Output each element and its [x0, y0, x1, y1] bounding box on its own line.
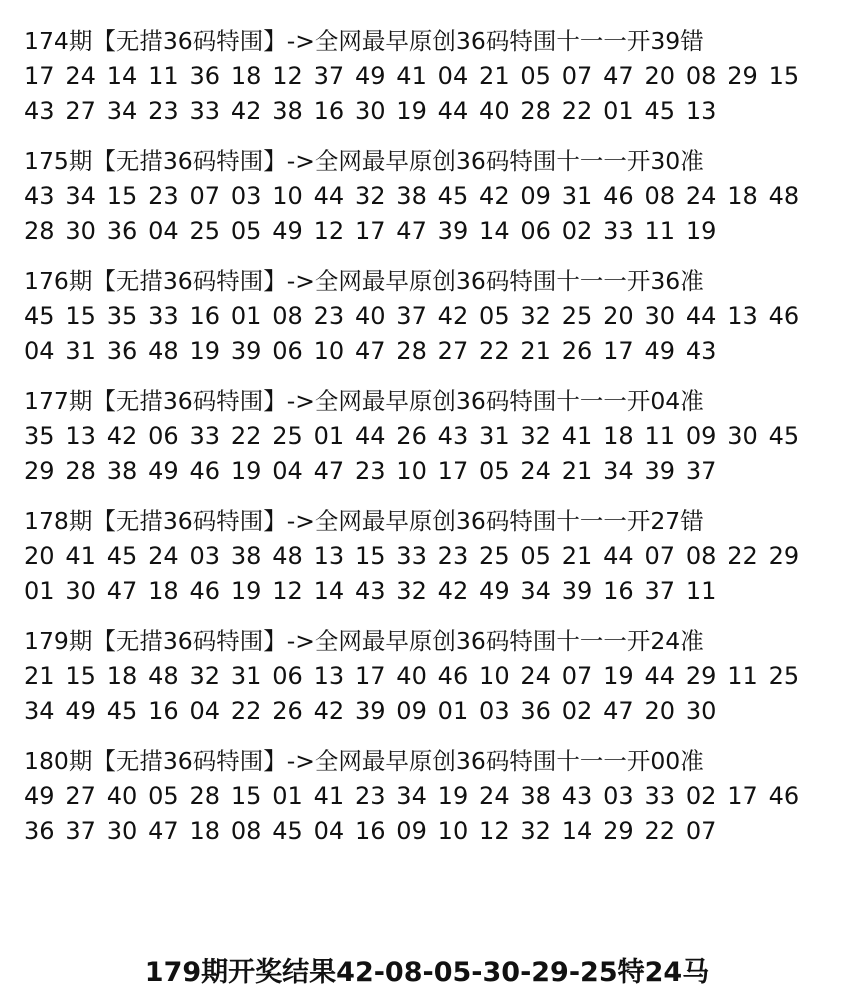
- number-row: 34 49 45 16 04 22 26 42 39 09 01 03 36 02 47 20 30: [24, 697, 717, 725]
- number-row: 49 27 40 05 28 15 01 41 23 34 19 24 38 43 03 33 02 17 46: [24, 782, 800, 810]
- number-row: 21 15 18 48 32 31 06 13 17 40 46 10 24 07 19 44 29 11 25: [24, 662, 800, 690]
- record-178: [24, 504, 824, 609]
- number-row: 35 13 42 06 33 22 25 01 44 26 43 31 32 41 18 11 09 30 45: [24, 422, 800, 450]
- record-title: 174期【无措36码特围】->全网最早原创36码特围十一一开39错: [24, 27, 704, 55]
- number-row: 17 24 14 11 36 18 12 37 49 41 04 21 05 07 47 20 08 29 15: [24, 62, 800, 90]
- number-row: 45 15 35 33 16 01 08 23 40 37 42 05 32 25 20 30 44 13 46: [24, 302, 800, 330]
- record-title: 175期【无措36码特围】->全网最早原创36码特围十一一开30准: [24, 147, 704, 175]
- number-row: 36 37 30 47 18 08 45 04 16 09 10 12 32 14 29 22 07: [24, 817, 717, 845]
- record-176: [24, 264, 824, 369]
- record-title: 180期【无措36码特围】->全网最早原创36码特围十一一开00准: [24, 747, 704, 775]
- number-row: 01 30 47 18 46 19 12 14 43 32 42 49 34 39 16 37 11: [24, 577, 717, 605]
- number-row: 04 31 36 48 19 39 06 10 47 28 27 22 21 26 17 49 43: [24, 337, 717, 365]
- number-row: 28 30 36 04 25 05 49 12 17 47 39 14 06 02 33 11 19: [24, 217, 717, 245]
- draw-result-banner: 179期开奖结果42-08-05-30-29-25特24马: [144, 957, 710, 988]
- number-row: 29 28 38 49 46 19 04 47 23 10 17 05 24 21 34 39 37: [24, 457, 717, 485]
- record-title: 179期【无措36码特围】->全网最早原创36码特围十一一开24准: [24, 627, 704, 655]
- record-179: [24, 624, 824, 729]
- record-174: [24, 24, 824, 129]
- record-title: 177期【无措36码特围】->全网最早原创36码特围十一一开04准: [24, 387, 704, 415]
- record-180: [24, 744, 824, 849]
- number-row: 43 27 34 23 33 42 38 16 30 19 44 40 28 22 01 45 13: [24, 97, 717, 125]
- record-175: [24, 144, 824, 249]
- number-row: 20 41 45 24 03 38 48 13 15 33 23 25 05 21 44 07 08 22 29: [24, 542, 800, 570]
- record-title: 178期【无措36码特围】->全网最早原创36码特围十一一开27错: [24, 507, 704, 535]
- record-title: 176期【无措36码特围】->全网最早原创36码特围十一一开36准: [24, 267, 704, 295]
- records-list: [24, 24, 824, 864]
- record-177: [24, 384, 824, 489]
- number-row: 43 34 15 23 07 03 10 44 32 38 45 42 09 31 46 08 24 18 48: [24, 182, 800, 210]
